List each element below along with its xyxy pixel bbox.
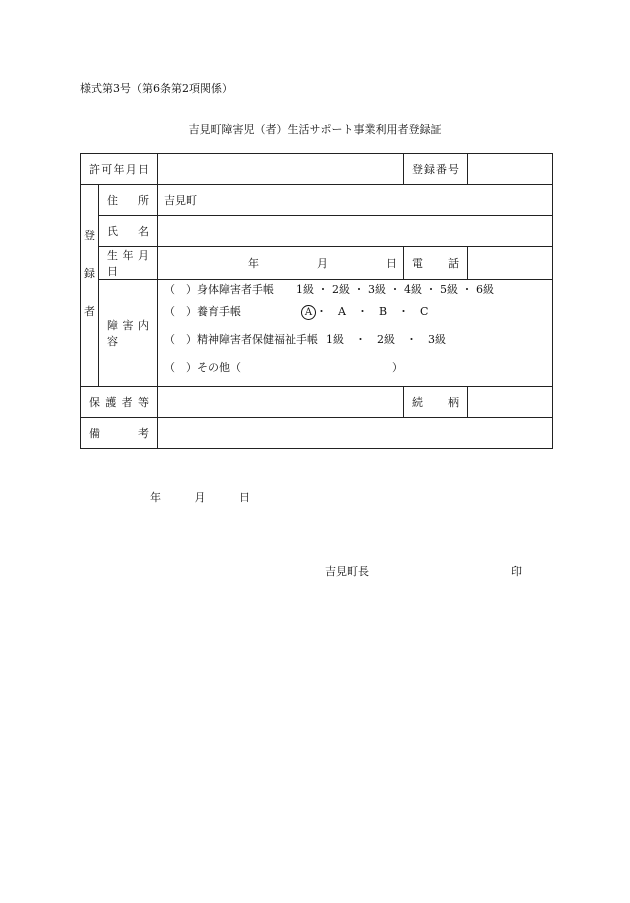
mayor-signature: 吉見町長 [325, 565, 369, 578]
issue-date [150, 489, 280, 505]
registrant-char: 登 [84, 229, 95, 242]
address-label: 住所 [99, 185, 158, 216]
disability-field[interactable] [158, 280, 553, 387]
seal-mark: 印 [511, 565, 522, 578]
remarks-field[interactable] [158, 418, 553, 449]
disability-rearing-grades: ・ A ・ B ・ C [316, 305, 429, 318]
issue-month: 月 [194, 491, 206, 504]
year-unit: 年 [248, 257, 259, 270]
disability-mental-options: 1級 ・ 2級 ・ 3級 [326, 333, 446, 346]
registrant-label [81, 185, 99, 387]
permit-date-row [81, 154, 553, 185]
month-unit: 月 [317, 257, 328, 270]
registrant-char: 者 [84, 305, 95, 318]
form-number: 様式第3号（第6条第2項関係） [80, 82, 233, 95]
disability-rearing-options [301, 302, 428, 322]
permit-date-field[interactable] [158, 154, 404, 185]
reg-number-label: 登録番号 [404, 154, 468, 185]
phone-label: 電話 [404, 247, 468, 280]
disability-physical-label: （ ）身体障害者手帳 [164, 283, 274, 296]
address-field[interactable]: 吉見町 [158, 185, 553, 216]
disability-label: 障害内容 [99, 280, 158, 387]
birth-date-field[interactable] [158, 247, 404, 280]
issue-year: 年 [150, 491, 161, 504]
name-label: 氏名 [99, 216, 158, 247]
remarks-row [81, 418, 553, 449]
name-field[interactable] [158, 216, 553, 247]
disability-physical [164, 280, 546, 302]
birth-ymd [158, 255, 403, 271]
relation-field[interactable] [468, 387, 553, 418]
document-title: 吉見町障害児（者）生活サポート事業利用者登録証 [188, 123, 442, 136]
reg-number-field[interactable] [468, 154, 553, 185]
remarks-label: 備考 [81, 418, 158, 449]
disability-mental [164, 330, 546, 358]
disability-mental-label: （ ）精神障害者保健福祉手帳 [164, 333, 318, 346]
circled-a-icon: A [301, 305, 316, 320]
disability-row [81, 280, 553, 387]
name-row [81, 216, 553, 247]
address-row [81, 185, 553, 216]
birth-label: 生年月日 [99, 247, 158, 280]
disability-other-close: ） [392, 361, 403, 374]
phone-field[interactable] [468, 247, 553, 280]
day-unit: 日 [386, 257, 397, 270]
registration-form-table [80, 153, 553, 449]
guardian-label: 保護者等 [81, 387, 158, 418]
disability-rearing [164, 302, 546, 330]
relation-label: 続柄 [404, 387, 468, 418]
permit-date-label: 許可年月日 [81, 154, 158, 185]
birth-row [81, 247, 553, 280]
disability-rearing-label: （ ）養育手帳 [164, 305, 241, 318]
registrant-char: 録 [84, 267, 95, 280]
issue-day: 日 [239, 491, 250, 504]
disability-other [164, 358, 546, 386]
guardian-field[interactable] [158, 387, 404, 418]
guardian-row [81, 387, 553, 418]
disability-other-label: （ ）その他（ [164, 361, 241, 374]
disability-physical-options: 1級 ・ 2級 ・ 3級 ・ 4級 ・ 5級 ・ 6級 [296, 283, 494, 296]
